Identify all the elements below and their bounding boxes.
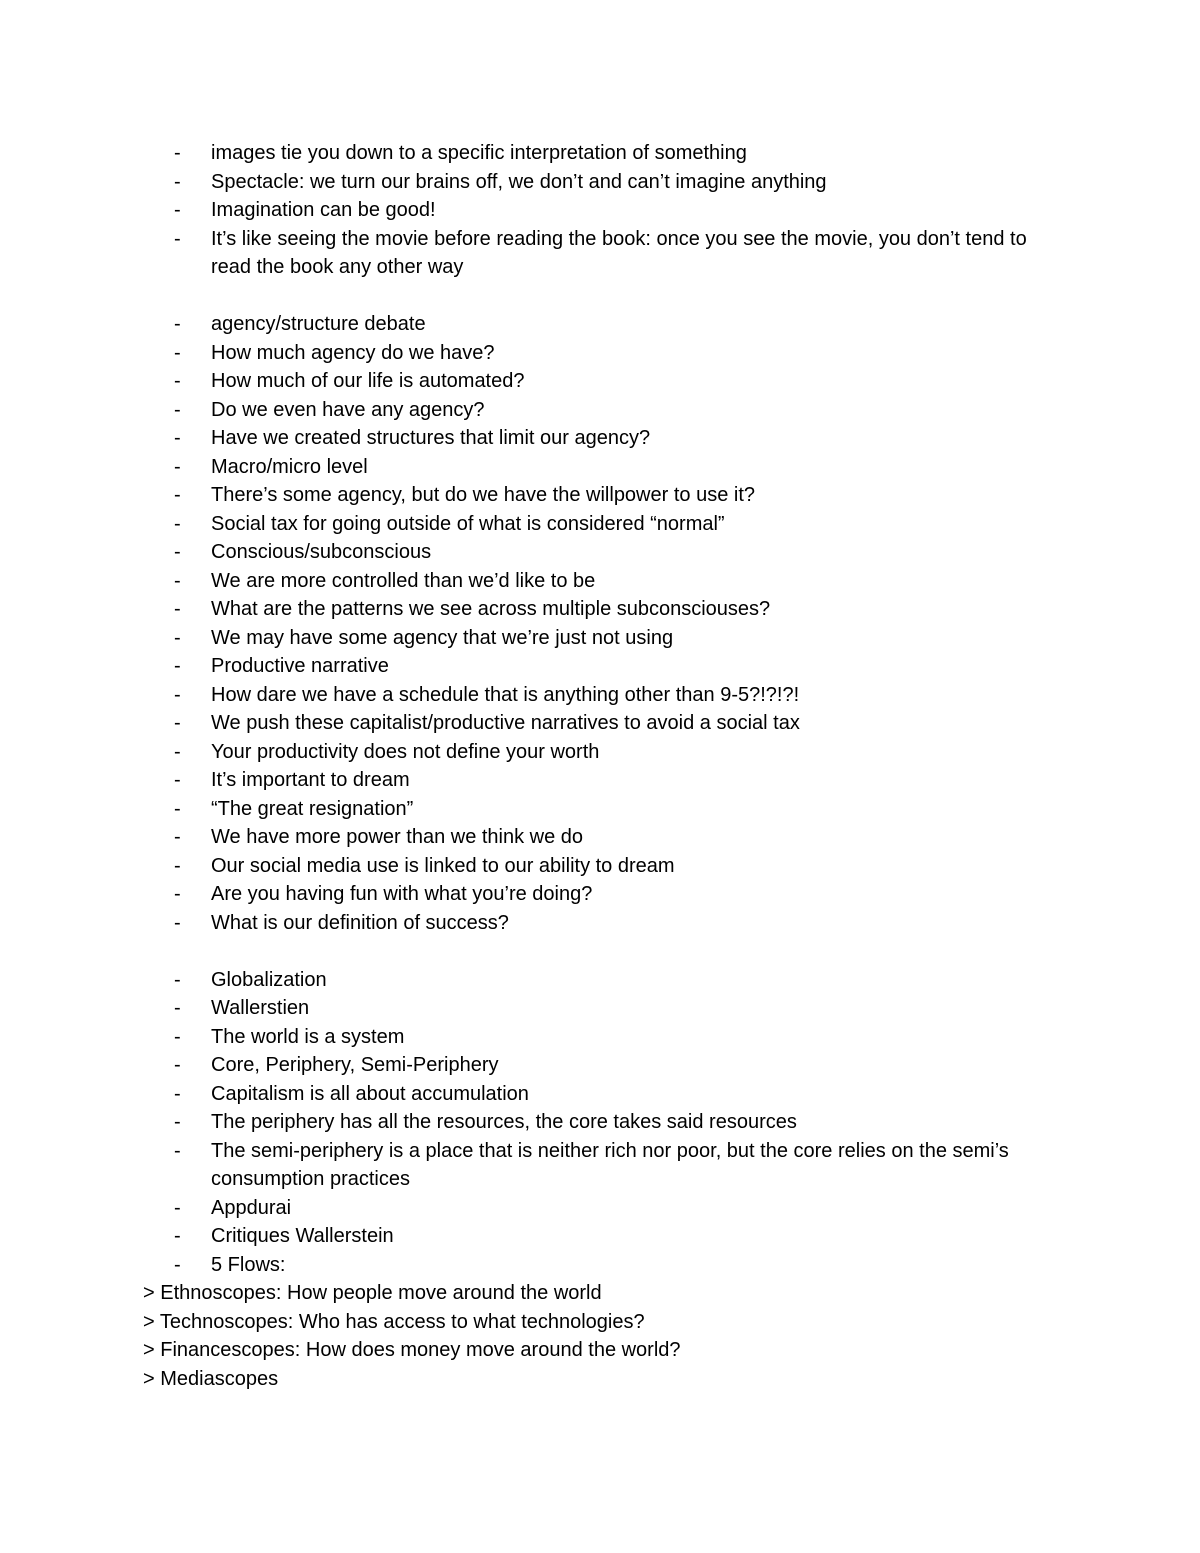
bullet-dash: - <box>174 740 181 763</box>
flow-marker: > <box>143 1310 155 1333</box>
bullet-dash: - <box>174 911 181 934</box>
flow-item-text: Ethnoscopes: How people move around the world <box>160 1282 602 1304</box>
bullet-dash: - <box>174 541 181 563</box>
list-item-text: Your productivity does not define your worth <box>211 740 600 763</box>
list-item <box>0 1194 1200 1223</box>
list-item-text: Have we created structures that limit our agency? <box>211 427 651 449</box>
list-item-text: The semi-periphery is a place that is neither rich nor poor, but the core relies on the semi’s consumption practices <box>211 1139 1009 1190</box>
list-item <box>0 339 1200 368</box>
bullet-dash: - <box>174 341 181 364</box>
list-item <box>0 225 1200 282</box>
list-item-text: Productive narrative <box>211 655 389 677</box>
list-item-text: Capitalism is all about accumulation <box>211 1082 529 1105</box>
list-item <box>0 909 1200 938</box>
list-item <box>0 595 1200 624</box>
list-item <box>0 396 1200 425</box>
list-item-text: The world is a system <box>211 1025 405 1048</box>
list-item <box>0 766 1200 795</box>
list-item <box>0 624 1200 653</box>
list-item <box>0 310 1200 339</box>
bullet-dash: - <box>174 797 181 820</box>
bullet-dash: - <box>174 1196 181 1219</box>
flow-item-text: Technoscopes: Who has access to what technologies? <box>159 1310 645 1333</box>
flow-marker: > <box>143 1282 155 1304</box>
list-item <box>0 709 1200 738</box>
bullet-dash: - <box>174 1253 181 1276</box>
flow-item-text: Financescopes: How does money move around the world? <box>160 1339 681 1361</box>
list-item <box>0 510 1200 539</box>
list-item-text: We push these capitalist/productive narratives to avoid a social tax <box>211 712 800 734</box>
list-item <box>0 424 1200 453</box>
bullet-dash: - <box>174 626 181 649</box>
bullet-dash: - <box>174 769 181 791</box>
bullet-dash: - <box>174 370 181 392</box>
bullet-dash: - <box>174 142 181 164</box>
flow-marker: > <box>143 1339 155 1361</box>
list-item <box>0 567 1200 596</box>
list-item-text: It’s important to dream <box>211 769 410 791</box>
list-item-text: Our social media use is linked to our ability to dream <box>211 854 675 877</box>
list-item-text: Social tax for going outside of what is considered “normal” <box>211 512 725 535</box>
bullet-dash: - <box>174 1111 181 1133</box>
list-item-text: agency/structure debate <box>211 313 426 335</box>
bullet-dash: - <box>174 455 181 478</box>
list-item-text: Critiques Wallerstein <box>211 1225 394 1247</box>
flow-item-text: Mediascopes <box>160 1367 279 1390</box>
list-item-text: How much agency do we have? <box>211 341 495 364</box>
list-item-text: Conscious/subconscious <box>211 541 432 563</box>
list-item <box>0 994 1200 1023</box>
list-item <box>0 966 1200 995</box>
bullet-dash: - <box>174 1139 181 1162</box>
list-item-text: Core, Periphery, Semi-Periphery <box>211 1054 499 1076</box>
list-item <box>0 738 1200 767</box>
bullet-dash: - <box>174 1025 181 1048</box>
bullet-dash: - <box>174 484 181 506</box>
list-item-text: “The great resignation” <box>211 797 414 820</box>
list-item <box>0 168 1200 197</box>
bullet-dash: - <box>174 826 181 848</box>
list-item-text: It’s like seeing the movie before reading the book: once you see the movie, you don’t tend to read the book any other way <box>211 227 1027 278</box>
list-item <box>0 652 1200 681</box>
list-item <box>0 1023 1200 1052</box>
list-item <box>0 823 1200 852</box>
list-item-text: Imagination can be good! <box>211 199 436 221</box>
list-item <box>0 1051 1200 1080</box>
list-item <box>0 196 1200 225</box>
bullet-dash: - <box>174 170 181 193</box>
list-item <box>0 139 1200 168</box>
bullet-dash: - <box>174 683 181 706</box>
list-item <box>0 453 1200 482</box>
bullet-dash: - <box>174 1225 181 1247</box>
list-item-text: 5 Flows: <box>211 1253 286 1276</box>
list-item-text: Globalization <box>211 968 327 991</box>
list-item-text: Wallerstien <box>211 997 310 1019</box>
flow-item <box>0 1365 1200 1394</box>
bullet-dash: - <box>174 313 181 335</box>
bullet-dash: - <box>174 569 181 592</box>
list-item <box>0 1108 1200 1137</box>
list-item-text: How dare we have a schedule that is anything other than 9-5?!?!?! <box>211 683 800 706</box>
list-item <box>0 538 1200 567</box>
bullet-dash: - <box>174 598 181 620</box>
list-item-text: There’s some agency, but do we have the willpower to use it? <box>211 484 756 506</box>
list-item-text: We have more power than we think we do <box>211 826 584 848</box>
section-gap <box>0 937 1200 966</box>
list-item-text: Macro/micro level <box>211 455 368 478</box>
list-item-text: Are you having fun with what you’re doing? <box>211 883 593 905</box>
flow-marker: > <box>143 1367 155 1390</box>
list-item <box>0 481 1200 510</box>
list-item-text: How much of our life is automated? <box>211 370 525 392</box>
bullet-dash: - <box>174 968 181 991</box>
list-item <box>0 795 1200 824</box>
list-item <box>0 1222 1200 1251</box>
list-item-text: Do we even have any agency? <box>211 398 485 421</box>
bullet-dash: - <box>174 712 181 734</box>
notes-body <box>0 139 1200 1393</box>
bullet-dash: - <box>174 398 181 421</box>
list-item-text: images tie you down to a specific interpretation of something <box>211 142 747 164</box>
list-item-text: Appdurai <box>211 1196 292 1219</box>
bullet-dash: - <box>174 227 181 250</box>
bullet-dash: - <box>174 512 181 535</box>
list-item <box>0 681 1200 710</box>
list-item-text: We are more controlled than we’d like to be <box>211 569 596 592</box>
list-item-text: The periphery has all the resources, the core takes said resources <box>211 1111 797 1133</box>
flow-item <box>0 1336 1200 1365</box>
bullet-dash: - <box>174 1054 181 1076</box>
bullet-dash: - <box>174 883 181 905</box>
bullet-dash: - <box>174 1082 181 1105</box>
list-item <box>0 1080 1200 1109</box>
flow-item <box>0 1308 1200 1337</box>
section-gap <box>0 282 1200 311</box>
bullet-dash: - <box>174 655 181 677</box>
list-item <box>0 1251 1200 1280</box>
list-item <box>0 880 1200 909</box>
bullet-dash: - <box>174 427 181 449</box>
list-item-text: What is our definition of success? <box>211 911 509 934</box>
list-item <box>0 1137 1200 1194</box>
list-item-text: We may have some agency that we’re just not using <box>211 626 674 649</box>
bullet-dash: - <box>174 854 181 877</box>
list-item-text: What are the patterns we see across multiple subconsciouses? <box>211 598 771 620</box>
bullet-dash: - <box>174 997 181 1019</box>
list-item <box>0 367 1200 396</box>
bullet-dash: - <box>174 199 181 221</box>
flow-item <box>0 1279 1200 1308</box>
list-item <box>0 852 1200 881</box>
list-item-text: Spectacle: we turn our brains off, we don’t and can’t imagine anything <box>211 170 827 193</box>
